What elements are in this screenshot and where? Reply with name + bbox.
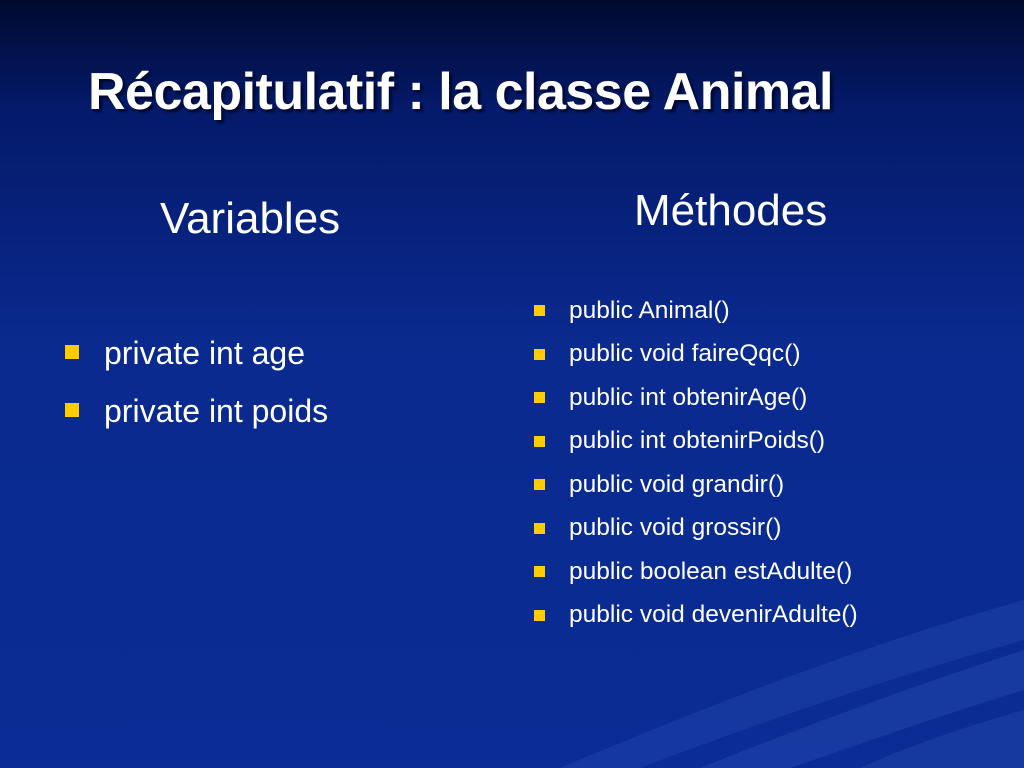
method-item	[534, 376, 858, 420]
square-bullet-icon	[534, 566, 545, 577]
method-item-label: public void devenirAdulte()	[569, 601, 858, 629]
method-item-label: public void grossir()	[569, 514, 782, 542]
square-bullet-icon	[534, 349, 545, 360]
square-bullet-icon	[534, 479, 545, 490]
method-item	[534, 420, 858, 464]
method-item	[534, 289, 858, 333]
method-item	[534, 463, 858, 507]
square-bullet-icon	[534, 523, 545, 534]
method-item-label: public Animal()	[569, 296, 730, 324]
method-item-label: public int obtenirPoids()	[569, 427, 826, 455]
variables-list	[62, 324, 328, 440]
method-item-label: public boolean estAdulte()	[569, 557, 853, 585]
square-bullet-icon	[65, 345, 79, 359]
method-item-label: public int obtenirAge()	[569, 383, 808, 411]
square-bullet-icon	[534, 436, 545, 447]
method-item	[534, 333, 858, 377]
methods-list	[534, 289, 858, 637]
method-item	[534, 550, 858, 594]
variable-item	[62, 324, 328, 382]
methods-heading: Méthodes	[634, 186, 828, 235]
variable-item-label: private int poids	[104, 393, 329, 429]
square-bullet-icon	[534, 392, 545, 403]
variable-item	[62, 382, 328, 440]
variable-item-label: private int age	[104, 335, 306, 371]
square-bullet-icon	[534, 305, 545, 316]
method-item	[534, 594, 858, 638]
slide-title: Récapitulatif : la classe Animal	[88, 63, 834, 121]
method-item-label: public void grandir()	[569, 470, 785, 498]
method-item	[534, 507, 858, 551]
variables-heading: Variables	[160, 194, 341, 243]
method-item-label: public void faireQqc()	[569, 340, 801, 368]
square-bullet-icon	[65, 403, 79, 417]
square-bullet-icon	[534, 610, 545, 621]
